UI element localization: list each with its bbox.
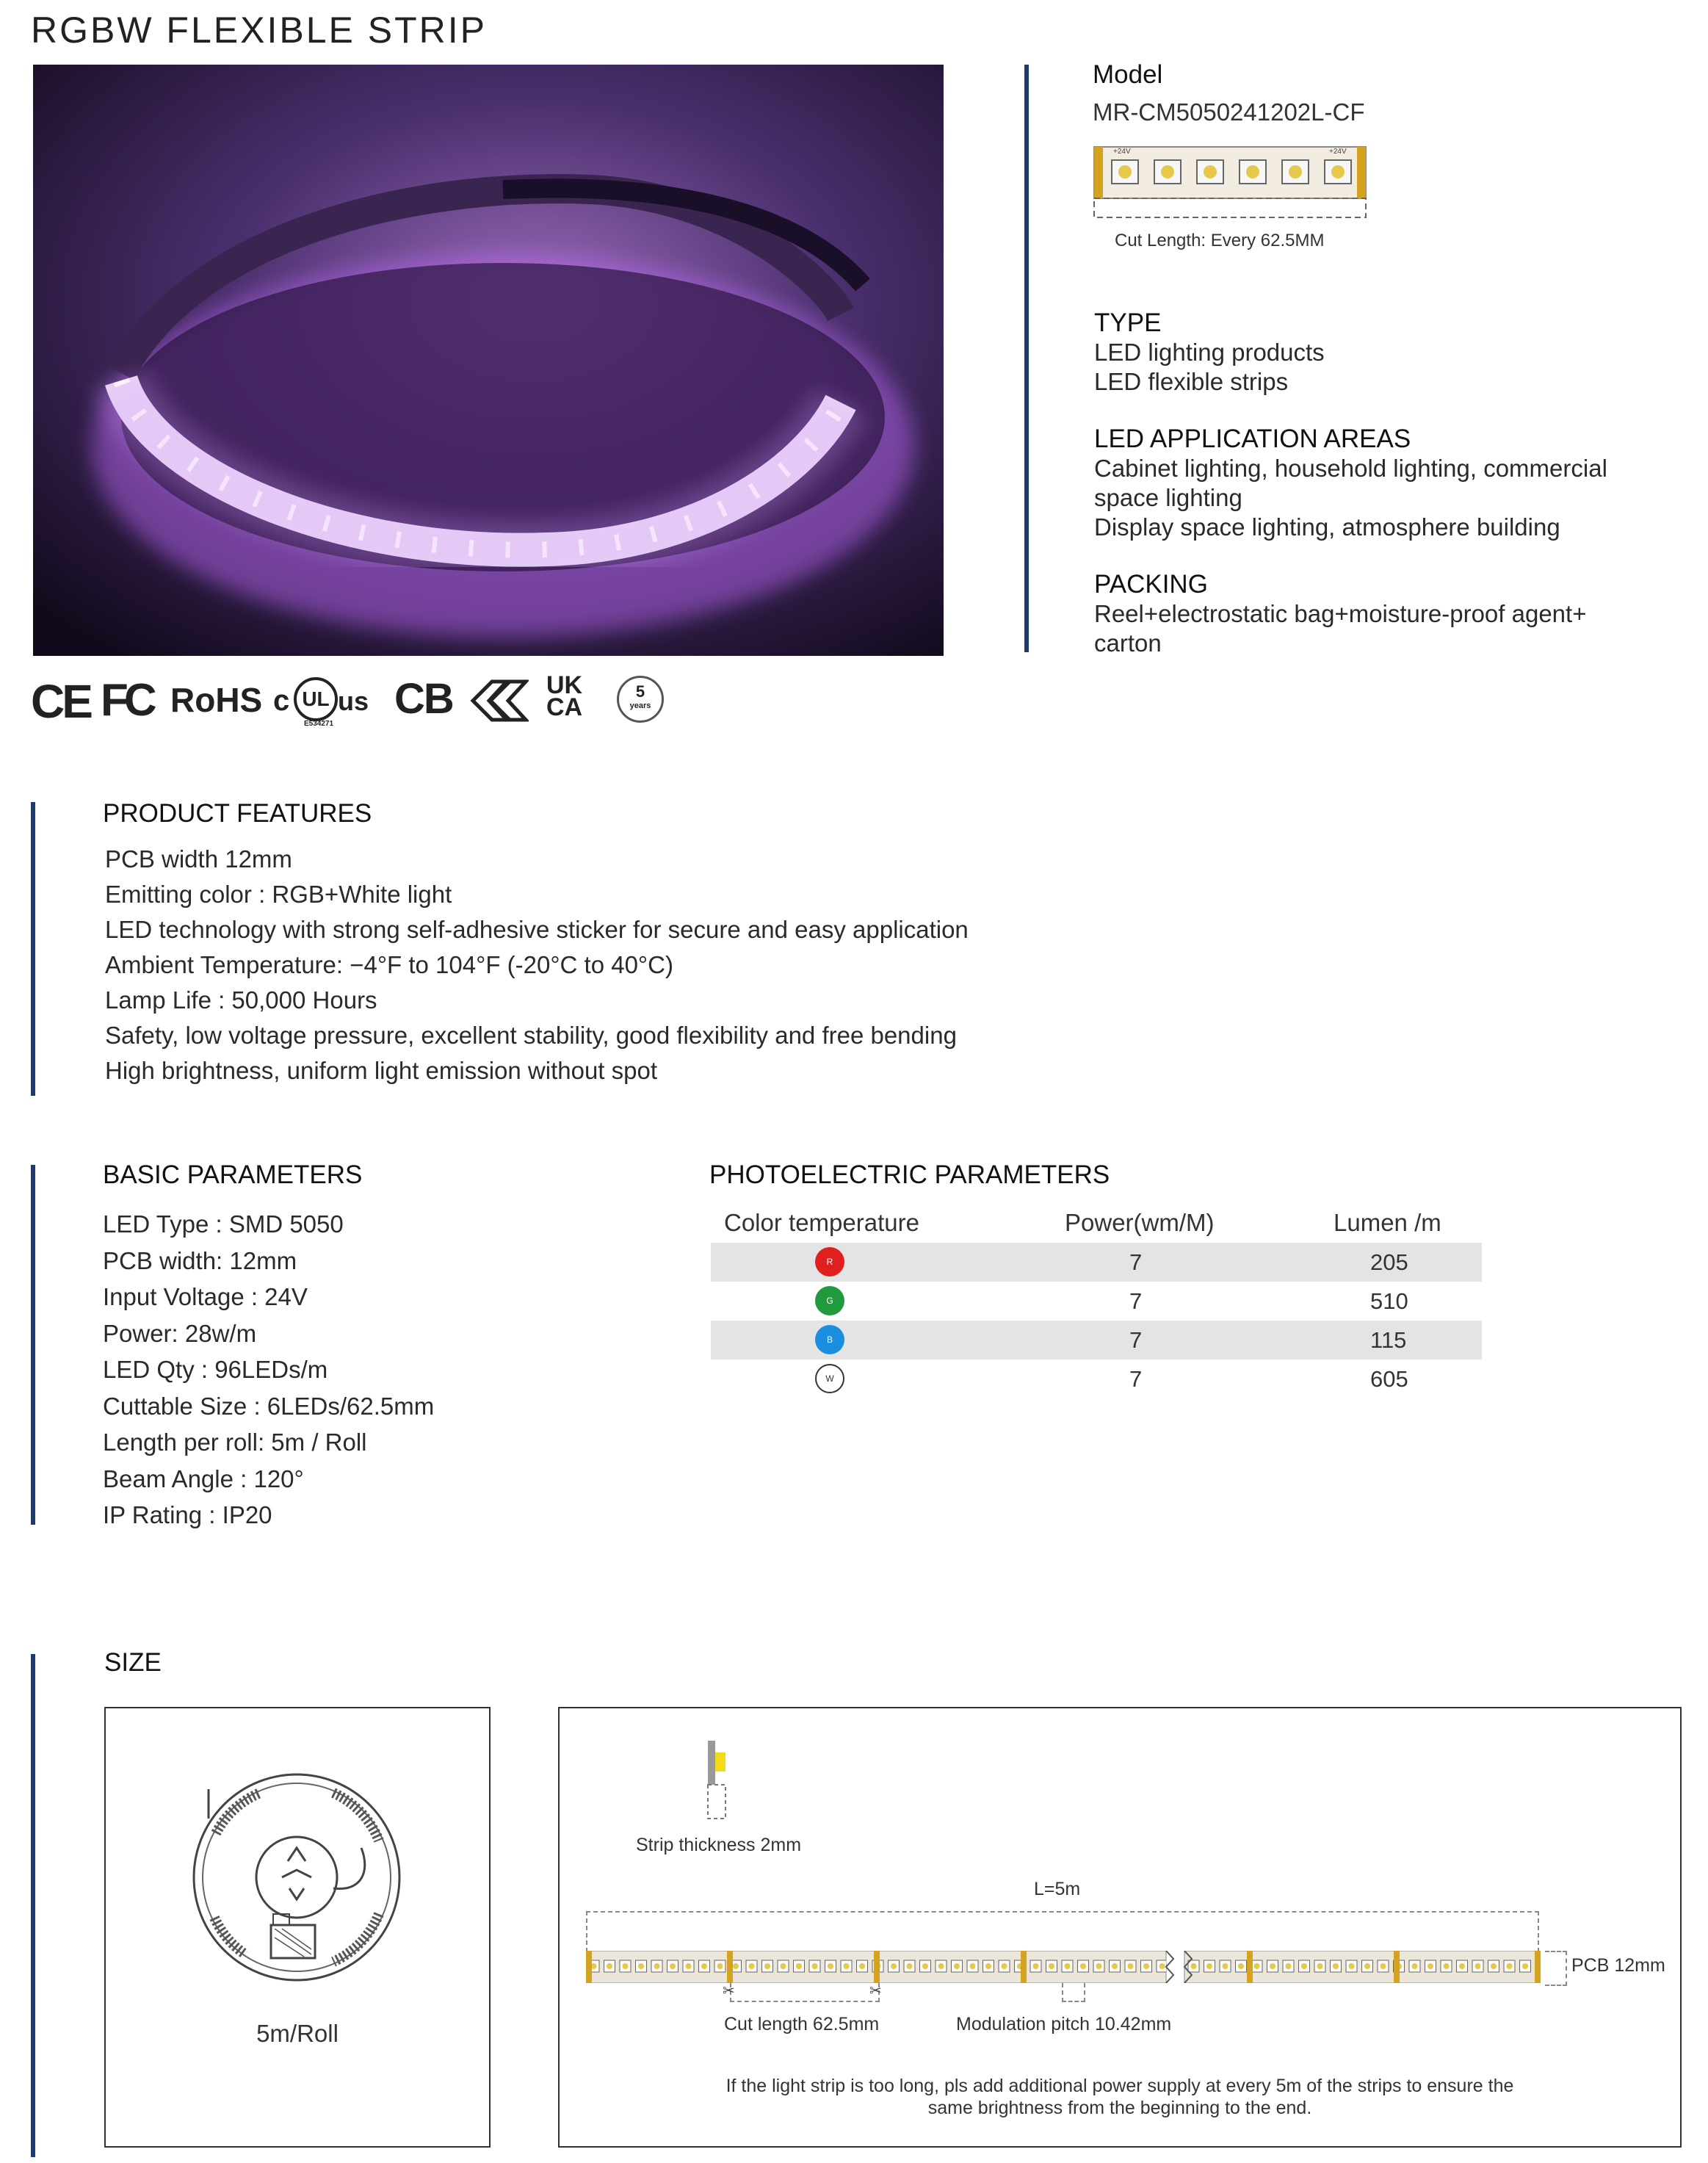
page-title: RGBW FLEXIBLE STRIP (31, 10, 488, 51)
lumen-value: 510 (1370, 1288, 1408, 1314)
basic-item: Length per roll: 5m / Roll (103, 1429, 367, 1456)
type-line-1: LED lighting products (1094, 339, 1325, 366)
pitch-caption: Modulation pitch 10.42mm (956, 2014, 1172, 2034)
photo-row-w (711, 1359, 1482, 1398)
pcb-caption: PCB 12mm (1571, 1955, 1665, 1976)
feature-item: Lamp Life : 50,000 Hours (105, 986, 377, 1014)
photo-table (711, 1205, 1482, 1398)
basic-item: Beam Angle : 120° (103, 1465, 304, 1492)
application-line-3: Display space lighting, atmosphere building (1094, 513, 1560, 541)
packing-label: PACKING (1094, 570, 1208, 599)
thickness-caption: Strip thickness 2mm (636, 1835, 802, 1855)
color-dot-white-icon: W (815, 1364, 844, 1393)
note-line-1: If the light strip is too long, pls add additional power supply at every 5m of the strips to ensure the (725, 2076, 1514, 2096)
header-color-temperature: Color temperature (724, 1209, 919, 1236)
features-divider (31, 802, 35, 1096)
photo-row-g (711, 1282, 1482, 1321)
cb-icon: CB (394, 675, 453, 723)
ce-icon: CE (31, 675, 90, 728)
reel-icon (187, 1767, 407, 1987)
ukca-icon: UKCA (546, 671, 583, 721)
thickness-icon (705, 1741, 734, 1821)
application-line-1: Cabinet lighting, household lighting, commercial (1094, 455, 1607, 482)
feature-item: LED technology with strong self-adhesive sticker for secure and easy application (105, 916, 969, 943)
basic-item: Power: 28w/m (103, 1319, 257, 1347)
application-line-2: space lighting (1094, 484, 1242, 511)
eac-icon (470, 679, 529, 723)
cut-caption: Cut length 62.5mm (724, 2014, 880, 2034)
feature-item: PCB width 12mm (105, 845, 292, 873)
size-divider (31, 1654, 35, 2157)
ul-icon: c UL us E534271 (273, 674, 383, 729)
power-value: 7 (1129, 1249, 1143, 1275)
basic-item: Input Voltage : 24V (103, 1283, 308, 1310)
certification-logos (31, 671, 677, 729)
size-label: SIZE (104, 1648, 162, 1677)
scissors-icon: ✂ (723, 1983, 735, 1999)
application-label: LED APPLICATION AREAS (1094, 425, 1411, 453)
header-power: Power(wm/M) (1065, 1209, 1215, 1236)
feature-item: Safety, low voltage pressure, excellent stability, good flexibility and free bending (105, 1022, 957, 1049)
basic-item: LED Type : SMD 5050 (103, 1210, 344, 1238)
lumen-value: 605 (1370, 1366, 1408, 1392)
pcb-bracket (1545, 1951, 1567, 1986)
basic-item: IP Rating : IP20 (103, 1501, 272, 1528)
photo-row-r (711, 1243, 1482, 1282)
cut-bracket (730, 1983, 880, 2002)
warranty-5-years-icon: 5 years (617, 676, 664, 723)
full-strip-illustration (586, 1951, 1541, 1983)
basic-label: BASIC PARAMETERS (103, 1160, 363, 1189)
basic-item: PCB width: 12mm (103, 1246, 297, 1274)
led-strip-illustration (33, 65, 944, 656)
rohs-icon: RoHS (170, 681, 263, 719)
product-photo (33, 65, 944, 656)
power-value: 7 (1129, 1366, 1143, 1392)
roll-caption: 5m/Roll (256, 2020, 339, 2047)
feature-item: Emitting color : RGB+White light (105, 881, 452, 908)
note-line-2: same brightness from the beginning to the end. (927, 2098, 1312, 2118)
packing-line-2: carton (1094, 629, 1162, 657)
strip-voltage-left: +24V (1113, 148, 1131, 156)
color-dot-red-icon: R (815, 1247, 844, 1277)
power-value: 7 (1129, 1288, 1143, 1314)
color-dot-blue-icon: B (815, 1325, 844, 1354)
lumen-value: 205 (1370, 1249, 1408, 1275)
strip-segment-diagram (1093, 144, 1368, 225)
basic-item: Cuttable Size : 6LEDs/62.5mm (103, 1392, 435, 1420)
photo-header-row (711, 1205, 1482, 1243)
fcc-icon: FC (101, 675, 153, 726)
length-bracket (586, 1911, 1539, 1952)
feature-item: High brightness, uniform light emission without spot (105, 1057, 658, 1084)
basic-parameters-list (103, 1206, 617, 1534)
lumen-value: 115 (1370, 1327, 1407, 1353)
color-dot-green-icon: G (815, 1286, 844, 1315)
features-label: PRODUCT FEATURES (103, 799, 372, 828)
model-value: MR-CM5050241202L-CF (1093, 98, 1365, 126)
header-lumen: Lumen /m (1334, 1209, 1441, 1236)
power-value: 7 (1129, 1327, 1143, 1353)
roll-diagram-box (104, 1707, 491, 2148)
length-caption: L=5m (1034, 1879, 1081, 1899)
cut-length-caption: Cut Length: Every 62.5MM (1115, 231, 1325, 250)
basic-item: LED Qty : 96LEDs/m (103, 1356, 328, 1383)
model-label: Model (1093, 60, 1163, 89)
pitch-bracket (1062, 1983, 1085, 2002)
feature-item: Ambient Temperature: −4°F to 104°F (-20°C to 40°C) (105, 951, 673, 978)
photo-label: PHOTOELECTRIC PARAMETERS (709, 1160, 1110, 1189)
type-label: TYPE (1094, 308, 1162, 337)
basic-divider (31, 1165, 35, 1525)
scissors-icon: ✂ (869, 1983, 882, 1999)
dimensions-diagram-box (558, 1707, 1682, 2148)
photo-row-b (711, 1321, 1482, 1359)
packing-line-1: Reel+electrostatic bag+moisture-proof agent+ (1094, 600, 1587, 627)
strip-voltage-right: +24V (1329, 148, 1347, 156)
type-line-2: LED flexible strips (1094, 368, 1289, 395)
features-list (105, 842, 1206, 1088)
right-column-divider (1024, 65, 1029, 652)
